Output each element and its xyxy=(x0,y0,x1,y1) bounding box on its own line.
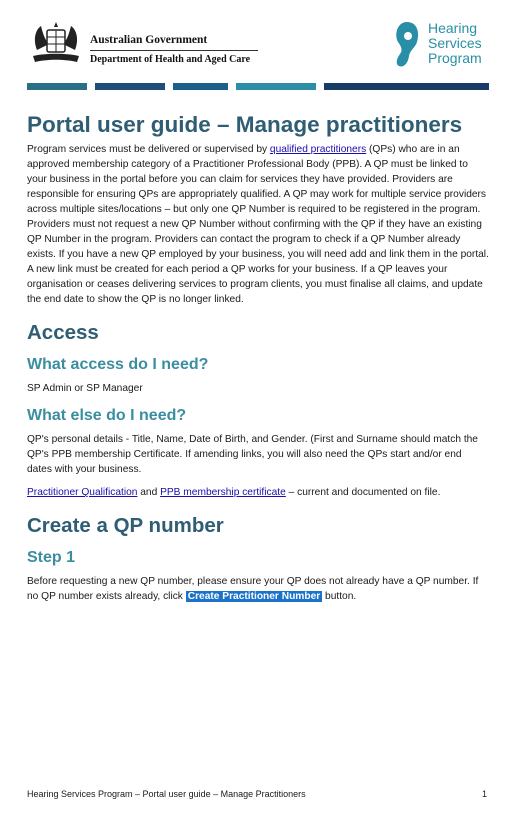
page-title: Portal user guide – Manage practitioners xyxy=(27,112,463,137)
page-footer xyxy=(27,789,489,799)
documents-paragraph xyxy=(27,485,489,500)
hearing-ear-icon xyxy=(393,20,421,70)
step-1-text xyxy=(27,574,489,604)
step-1-text-start: Before requesting a new QP number, please ensure your QP does not already have a QP number. If no QP number exists already, click xyxy=(27,576,479,602)
page-header xyxy=(27,14,489,74)
intro-text-rest: (QPs) who are in an approved membership category of a Practitioner Professional Body (PPB). A QP must be linked to your business in the portal before you can claim for services they have provided. Providers are responsible for ensuring QPs are appropriately qualified. A QP may work for multiple service providers across multiple sites/locations – but only one QP Number is required to be registered in the program. Providers must not request a new QP Number without confirming with the QP if they have an existing QP Number in the program. Providers can contact the program to check if a QP Number already exists. If you have a new QP employed by your business, you will need add and link them in the portal. A new link must be created for each period a QP works for your business. If a QP leaves your organisation or ceases delivering services to program clients, you must finalise all claims, and update the end date to show the QP is no longer linked. xyxy=(27,144,489,305)
government-wordmark xyxy=(90,34,258,65)
intro-text-start: Program services must be delivered or supervised by xyxy=(27,144,270,155)
documents-suffix: – current and documented on file. xyxy=(285,487,441,498)
footer-text: Hearing Services Program – Portal user guide – Manage Practitioners xyxy=(27,789,306,799)
gov-name: Australian Government xyxy=(90,34,208,46)
qualified-practitioners-link[interactable]: qualified practitioners xyxy=(269,144,367,155)
access-need-text: SP Admin or SP Manager xyxy=(27,383,143,394)
create-practitioner-number-label: Create Practitioner Number xyxy=(187,591,321,602)
step-1-heading: Step 1 xyxy=(27,549,76,566)
and-text: and xyxy=(137,487,161,498)
page-number: 1 xyxy=(481,789,487,799)
access-heading: Access xyxy=(27,321,99,344)
step-1-text-end: button. xyxy=(322,591,357,602)
else-need-text: QP's personal details - Title, Name, Date of Birth, and Gender. (First and Surname should match the QP's PPB membership Certificate. If amending links, you will also need the QPs start and/or end dates with your business. xyxy=(27,434,478,475)
hsp-line-3: Program xyxy=(428,50,482,66)
decorative-stripe xyxy=(27,83,489,90)
hsp-logo xyxy=(393,18,493,74)
practitioner-qualification-link[interactable]: Practitioner Qualification xyxy=(27,487,138,498)
coat-of-arms-icon xyxy=(27,20,85,66)
department-name: Department of Health and Aged Care xyxy=(90,54,251,65)
intro-paragraph xyxy=(27,142,489,307)
gov-divider xyxy=(90,50,258,51)
else-need-heading: What else do I need? xyxy=(27,407,187,424)
ppb-certificate-link[interactable]: PPB membership certificate xyxy=(160,487,286,498)
hsp-wordmark xyxy=(428,21,482,66)
create-qp-heading: Create a QP number xyxy=(27,514,224,537)
hsp-line-2: Services xyxy=(428,35,482,51)
document-body xyxy=(27,111,489,604)
hsp-line-1: Hearing xyxy=(428,20,478,36)
access-need-heading: What access do I need? xyxy=(27,356,209,373)
